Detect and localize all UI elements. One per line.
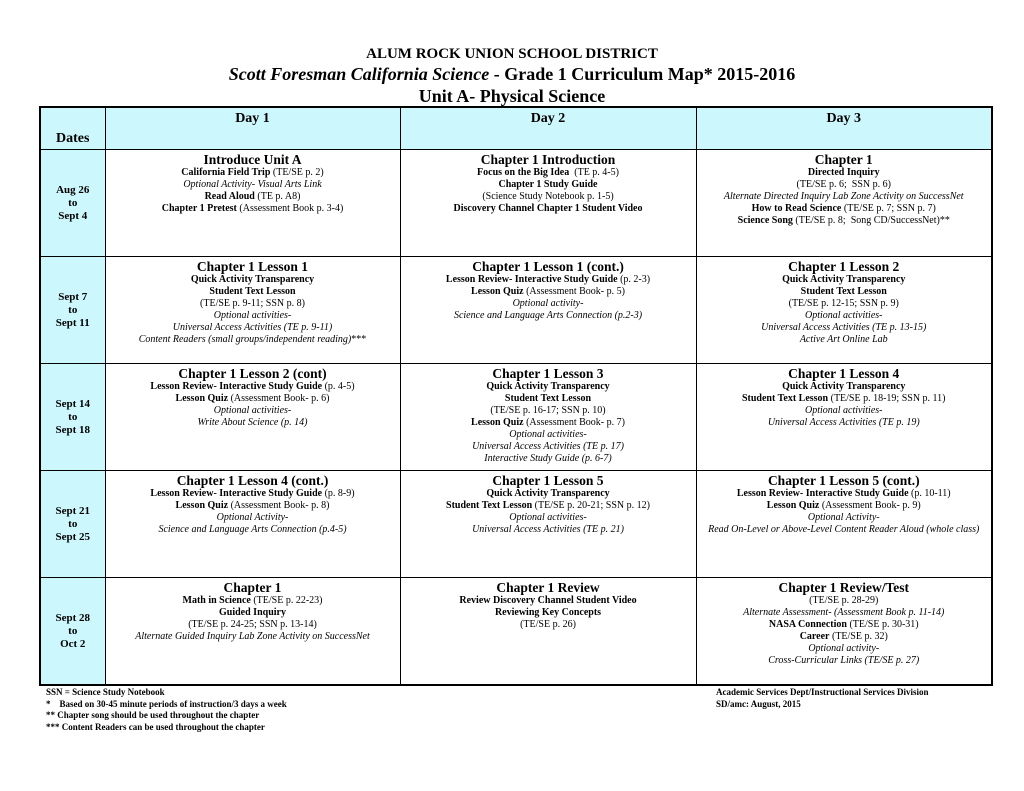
- activity-text: Active Art Online Lab: [799, 334, 888, 346]
- date-text: Oct 2: [60, 637, 86, 650]
- activity-line: [401, 179, 696, 191]
- activity-line: [401, 274, 696, 286]
- activity-text: (p. 10-11): [908, 488, 951, 500]
- footer-credits: [716, 687, 928, 710]
- activity-text: Lesson Quiz: [175, 393, 229, 405]
- activity-text: (p. 8-9): [322, 488, 355, 500]
- activity-text: Student Text Lesson: [741, 393, 829, 405]
- dates-column-header: Dates: [40, 107, 105, 150]
- activity-text: Optional Activity-: [216, 512, 289, 524]
- activity-text: Review Discovery Channel Student Video: [459, 595, 637, 607]
- activity-text: (TE/SE p. 26): [520, 619, 576, 631]
- activity-text: (Assessment Book- p. 5): [523, 286, 625, 298]
- day1-cell: [105, 364, 400, 471]
- activity-line: [106, 274, 400, 286]
- activity-line: [401, 167, 696, 179]
- day1-cell: [105, 578, 400, 685]
- activity-text: Lesson Quiz: [175, 500, 229, 512]
- day1-cell: [105, 150, 400, 257]
- activity-line: [106, 619, 400, 631]
- activity-text: Focus on the Big Idea: [477, 167, 570, 178]
- activity-line: [106, 298, 400, 310]
- activity-line: [401, 429, 696, 441]
- activity-line: [697, 500, 992, 512]
- activity-text: Universal Access Activities (TE p. 9-11): [172, 322, 333, 334]
- activity-text: Student Text Lesson: [446, 500, 533, 512]
- activity-line: [401, 286, 696, 298]
- activity-line: [106, 405, 400, 417]
- activity-text: Quick Activity Transparency: [190, 274, 315, 286]
- activity-text: (Assessment Book- p. 6): [228, 393, 330, 405]
- table-row: [40, 150, 992, 257]
- activity-line: [697, 274, 992, 286]
- date-text: Sept 28: [55, 611, 91, 624]
- lesson-title: Chapter 1 Review: [496, 580, 600, 596]
- activity-text: Reviewing Key Concepts: [494, 607, 602, 619]
- activity-text: Content Readers (small groups/independent reading): [138, 334, 352, 346]
- activity-text: Science Song: [737, 215, 793, 226]
- activity-text: Math in Science: [182, 595, 251, 607]
- activity-text: Lesson Review- Interactive Study Guide: [445, 274, 618, 286]
- activity-text: Career: [799, 631, 830, 643]
- activity-text: Optional activity-: [512, 298, 584, 310]
- table-row: [40, 471, 992, 578]
- activity-line: [401, 310, 696, 322]
- activity-text: (TE/SE p. 9-11; SSN p. 8): [200, 298, 305, 310]
- day2-cell: [400, 578, 696, 685]
- activity-text: Optional activities-: [509, 429, 587, 441]
- activity-line: [697, 643, 992, 655]
- activity-text: (TE/SE p. 20-21; SSN p. 12): [532, 500, 650, 512]
- footer-note: ** Chapter song should be used throughout the chapter: [46, 710, 260, 720]
- activity-line: [697, 334, 992, 346]
- activity-text: Guided Inquiry: [219, 607, 286, 619]
- activity-text: Optional activities-: [805, 310, 883, 322]
- activity-text: Alternate Assessment- (Assessment Book p. 11-14): [743, 607, 945, 619]
- lesson-title: Chapter 1 Lesson 2 (cont): [178, 366, 327, 382]
- activity-text: (TE/SE p. 8; Song CD/SuccessNet)**: [792, 215, 950, 226]
- activity-line: [401, 203, 696, 215]
- activity-text: Chapter 1 Study Guide: [498, 179, 598, 190]
- day1-column-header: Day 1: [105, 107, 400, 150]
- activity-text: Universal Access Activities (TE p. 19): [767, 417, 920, 429]
- activity-line: [697, 310, 992, 322]
- day3-column-header: Day 3: [696, 107, 992, 150]
- date-text: Sept 18: [55, 423, 91, 436]
- footer-credit: SD/amc: August, 2015: [716, 698, 801, 709]
- lesson-title: Chapter 1 Lesson 3: [492, 366, 604, 382]
- table-body: [40, 150, 992, 686]
- date-text: Aug 26: [56, 183, 90, 196]
- activity-text: Universal Access Activities (TE p. 17): [472, 441, 624, 453]
- lesson-title: Chapter 1 Lesson 1: [196, 259, 309, 275]
- date-text: to: [68, 624, 78, 637]
- footer-note: SSN = Science Study Notebook: [46, 687, 165, 697]
- activity-line: [106, 500, 400, 512]
- day3-cell: [696, 364, 992, 471]
- activity-text: ***: [351, 334, 367, 346]
- activity-text: Quick Activity Transparency: [782, 381, 906, 393]
- day2-cell: [400, 150, 696, 257]
- activity-text: Lesson Quiz: [471, 417, 524, 429]
- footer-note: * Based on 30-45 minute periods of instruction/3 days a week: [46, 698, 287, 709]
- day2-cell: [400, 364, 696, 471]
- footer-notes: [46, 687, 287, 733]
- title-rest: - Grade 1 Curriculum Map* 2015-2016: [489, 64, 796, 84]
- activity-line: [401, 405, 696, 417]
- activity-line: [401, 298, 696, 310]
- day3-cell: [696, 471, 992, 578]
- lesson-title: Chapter 1: [223, 580, 282, 596]
- activity-text: Quick Activity Transparency: [782, 274, 906, 286]
- date-range-cell: [40, 150, 105, 257]
- activity-text: Optional activities-: [509, 512, 587, 524]
- activity-line: [106, 322, 400, 334]
- lesson-title: Chapter 1 Lesson 5: [492, 473, 604, 489]
- activity-text: (TE/SE p. 12-15; SSN p. 9): [788, 298, 899, 310]
- date-text: Sept 21: [55, 504, 91, 517]
- activity-line: [106, 167, 400, 179]
- activity-text: (Assessment Book- p. 7): [523, 417, 625, 429]
- day1-cell: [105, 471, 400, 578]
- activity-text: Lesson Quiz: [766, 500, 820, 512]
- date-text: to: [68, 410, 78, 423]
- activity-line: [697, 607, 992, 619]
- activity-text: (TE/SE p. 6; SSN p. 6): [796, 179, 891, 190]
- activity-line: [106, 512, 400, 524]
- activity-line: [401, 524, 696, 536]
- activity-line: [401, 191, 696, 203]
- activity-text: Read On-Level or Above-Level Content Reader Aloud (whole class): [708, 524, 980, 536]
- activity-text: Directed Inquiry: [807, 167, 880, 178]
- activity-text: Interactive Study Guide (p. 6-7): [484, 453, 612, 465]
- table-row: [40, 257, 992, 364]
- activity-text: Write About Science (p. 14): [197, 417, 308, 429]
- activity-line: [106, 524, 400, 536]
- document-title: [0, 64, 1024, 85]
- activity-line: [697, 619, 992, 631]
- activity-line: [106, 381, 400, 393]
- activity-line: [697, 655, 992, 667]
- lesson-title: Chapter 1 Review/Test: [778, 580, 909, 596]
- activity-line: [697, 381, 992, 393]
- date-range-cell: [40, 471, 105, 578]
- activity-line: [106, 631, 400, 643]
- activity-line: [106, 417, 400, 429]
- activity-text: (Science Study Notebook p. 1-5): [482, 191, 614, 202]
- day3-cell: [696, 150, 992, 257]
- activity-text: Lesson Review- Interactive Study Guide: [150, 488, 323, 500]
- date-text: Sept 7: [58, 290, 88, 303]
- activity-text: (TE p. A8): [254, 191, 301, 202]
- activity-text: Student Text Lesson: [504, 393, 592, 405]
- date-text: Sept 25: [55, 530, 91, 543]
- activity-line: [106, 607, 400, 619]
- activity-text: Lesson Review- Interactive Study Guide: [736, 488, 909, 500]
- activity-text: Student Text Lesson: [800, 286, 887, 298]
- activity-line: [106, 488, 400, 500]
- activity-line: [697, 595, 992, 607]
- date-range-cell: [40, 578, 105, 685]
- activity-text: (Assessment Book- p. 8): [228, 500, 330, 512]
- activity-text: Alternate Guided Inquiry Lab Zone Activity on SuccessNet: [135, 631, 370, 643]
- activity-text: Lesson Review- Interactive Study Guide: [150, 381, 323, 393]
- day1-cell: [105, 257, 400, 364]
- lesson-title: Introduce Unit A: [203, 152, 302, 167]
- activity-text: (TE/SE p. 2): [270, 167, 324, 178]
- activity-line: [697, 417, 992, 429]
- activity-line: [401, 512, 696, 524]
- day2-column-header: Day 2: [400, 107, 696, 150]
- activity-text: (TE p. 4-5): [569, 167, 619, 178]
- activity-line: [697, 191, 992, 203]
- activity-text: Universal Access Activities (TE p. 21): [472, 524, 624, 536]
- activity-line: [697, 203, 992, 215]
- lesson-title: Chapter 1 Introduction: [480, 152, 616, 167]
- activity-line: [401, 393, 696, 405]
- activity-line: [697, 298, 992, 310]
- activity-text: Read Aloud: [204, 191, 255, 202]
- activity-line: [697, 631, 992, 643]
- activity-line: [697, 524, 992, 536]
- date-range-cell: [40, 257, 105, 364]
- activity-line: [401, 381, 696, 393]
- date-text: Sept 14: [55, 397, 91, 410]
- activity-line: [106, 310, 400, 322]
- activity-line: [401, 607, 696, 619]
- activity-text: Chapter 1 Pretest: [161, 203, 237, 214]
- date-text: to: [68, 303, 78, 316]
- activity-text: Cross-Curricular Links (TE/SE p. 27): [768, 655, 920, 667]
- day3-cell: [696, 578, 992, 685]
- activity-line: [401, 417, 696, 429]
- activity-line: [106, 393, 400, 405]
- table-row: [40, 578, 992, 685]
- lesson-title: Chapter 1 Lesson 4 (cont.): [176, 473, 329, 489]
- activity-line: [697, 167, 992, 179]
- activity-line: [697, 286, 992, 298]
- activity-text: Optional activity-: [808, 643, 880, 655]
- activity-text: Optional activities-: [213, 310, 292, 322]
- activity-text: Lesson Quiz: [471, 286, 524, 298]
- activity-text: Alternate Directed Inquiry Lab Zone Activity on SuccessNet: [723, 191, 964, 202]
- activity-text: (TE/SE p. 16-17; SSN p. 10): [490, 405, 606, 417]
- date-range-cell: [40, 364, 105, 471]
- activity-text: Universal Access Activities (TE p. 13-15): [761, 322, 927, 334]
- lesson-title: Chapter 1: [814, 152, 873, 167]
- activity-line: [106, 595, 400, 607]
- activity-line: [106, 203, 400, 215]
- table-row: [40, 364, 992, 471]
- activity-line: [697, 512, 992, 524]
- activity-line: [697, 393, 992, 405]
- date-text: to: [68, 517, 78, 530]
- activity-line: [106, 334, 400, 346]
- footer-note: *** Content Readers can be used throughout the chapter: [46, 721, 265, 732]
- activity-text: Quick Activity Transparency: [486, 488, 610, 500]
- activity-text: Optional Activity-: [807, 512, 880, 524]
- activity-text: NASA Connection: [768, 619, 847, 631]
- activity-text: (TE/SE p. 28-29): [809, 595, 879, 607]
- unit-title: Unit A- Physical Science: [418, 86, 606, 106]
- activity-text: Science and Language Arts Connection (p.2-3): [453, 310, 643, 322]
- date-text: Sept 11: [55, 316, 90, 329]
- day2-cell: [400, 471, 696, 578]
- activity-text: How to Read Science: [751, 203, 842, 214]
- activity-line: [697, 179, 992, 191]
- activity-text: (p. 2-3): [617, 274, 651, 286]
- activity-line: [106, 179, 400, 191]
- day2-cell: [400, 257, 696, 364]
- date-text: Sept 4: [58, 209, 88, 222]
- activity-line: [401, 441, 696, 453]
- activity-text: Student Text Lesson: [209, 286, 296, 298]
- activity-text: (TE/SE p. 7; SSN p. 7): [841, 203, 936, 214]
- activity-line: [401, 595, 696, 607]
- activity-text: (TE/SE p. 22-23): [250, 595, 323, 607]
- date-text: to: [68, 196, 78, 209]
- activity-text: (TE/SE p. 32): [829, 631, 888, 643]
- activity-line: [401, 500, 696, 512]
- activity-line: [697, 215, 992, 227]
- activity-text: Science and Language Arts Connection (p.4-5): [158, 524, 347, 536]
- activity-text: (TE/SE p. 24-25; SSN p. 13-14): [188, 619, 317, 631]
- activity-line: [106, 191, 400, 203]
- activity-line: [697, 405, 992, 417]
- activity-text: (p. 4-5): [322, 381, 355, 393]
- activity-line: [401, 619, 696, 631]
- activity-line: [106, 286, 400, 298]
- activity-line: [401, 488, 696, 500]
- activity-line: [401, 453, 696, 465]
- day3-cell: [696, 257, 992, 364]
- activity-text: (Assessment Book- p. 9): [819, 500, 921, 512]
- lesson-title: Chapter 1 Lesson 2: [788, 259, 900, 275]
- activity-text: Optional activities-: [805, 405, 883, 417]
- district-name: ALUM ROCK UNION SCHOOL DISTRICT: [366, 46, 658, 62]
- book-title: Scott Foresman California Science: [228, 64, 490, 84]
- activity-text: Optional Activity- Visual Arts Link: [183, 179, 322, 190]
- activity-text: (Assessment Book p. 3-4): [236, 203, 344, 214]
- footer-credit: Academic Services Dept/Instructional Services Division: [716, 687, 929, 697]
- lesson-title: Chapter 1 Lesson 4: [788, 366, 900, 382]
- lesson-title: Chapter 1 Lesson 1 (cont.): [472, 259, 624, 275]
- activity-text: Quick Activity Transparency: [486, 381, 610, 393]
- activity-text: (TE/SE p. 18-19; SSN p. 11): [828, 393, 946, 405]
- activity-text: Optional activities-: [213, 405, 292, 417]
- curriculum-table: [39, 106, 993, 686]
- activity-text: Discovery Channel Chapter 1 Student Video: [453, 203, 643, 214]
- activity-text: (TE/SE p. 30-31): [846, 619, 919, 631]
- lesson-title: Chapter 1 Lesson 5 (cont.): [767, 473, 920, 489]
- activity-line: [697, 322, 992, 334]
- activity-text: California Field Trip: [181, 167, 271, 178]
- activity-line: [697, 488, 992, 500]
